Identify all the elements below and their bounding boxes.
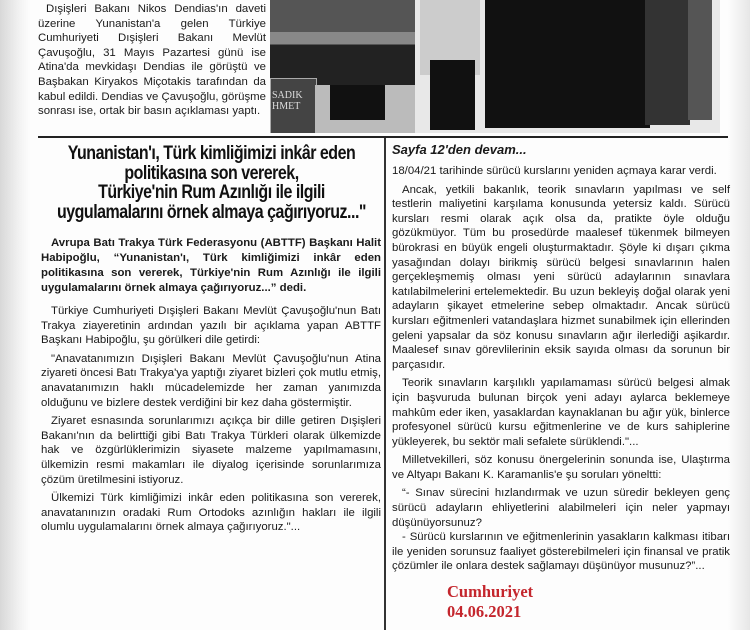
- right-column-body: [392, 164, 730, 574]
- headline-line: Yunanistan'ı, Türk kimliğimizi inkâr eden: [67, 142, 355, 164]
- article-lead: Avrupa Batı Trakya Türk Federasyonu (ABTTF) Başkanı Halit Habipoğlu, “Yunanistan'ı, Türk kimliğimizi inkâr eden politikasına son vererek, Türkiye'nin Rum Azınlığı ile ilgili uygulamalarını örnek almaya çağırıyoruz...” dedi.: [41, 237, 381, 294]
- news-photo: [270, 0, 720, 133]
- paragraph: Ancak, yetkili bakanlık, teorik sınavların yapılması ve self testlerin maliyetini karşılama konusunda yetersiz kaldı. Sürücü kursları resmi olarak açık olsa da, pratikte öyle olduğu gözükmüyor. Tüm bu prosedürde maalesef tükenmek bilmeyen bürokrasi en büyük engeli oluşturmaktadır. Şöyle ki dışarı çıkma yasağından dolayı birikmiş sürücü belgesi sınavlarının halen gerçekleşmemiş olması yeni sürücü adaylarının sınavlara katılabilmelerini ertelemektedir. Bu uzun bekleyiş doğal olarak yeni adayların şikayet etmelerine sebep olmaktadır. Ancak sürücü kursları eğitmenleri vatandaşlara hizmet sunabilmek için ellerinden geleni yapsalar da söz konusu sınavların ağır ilerlediği aşikardır. Maalesef sınav görevlilerinin eksik sayıda olması da sorunun bir parçasıdır.: [392, 183, 730, 371]
- article-columns: [38, 138, 730, 630]
- left-column: [38, 138, 386, 630]
- paragraph: - Sürücü kurslarının ve eğitmenlerinin yasakların kalkması itibarı ile yeniden sorunsuz faaliyet gösterebilmeleri için finansal ve pratik çözümler ile onlara destek sağlamayı düşünüyor musunuz?”...: [392, 531, 730, 573]
- intro-paragraph: Dışişleri Bakanı Nikos Dendias'ın daveti üzerine Yunanistan'a gelen Türkiye Cumhuriyeti Dışişleri Bakanı Mevlüt Çavuşoğlu, 31 Mayıs Pazartesi günü ise Atina'da mevkidaşı Dendias ile görüştü ve Başbakan Kiryakos Miçotakis tarafından da kabul edildi. Dendias ve Çavuşoğlu, görüşme sonrası ise, ortak bir basın açıklaması yaptı.: [38, 3, 266, 118]
- headline-line: uygulamalarını örnek almaya çağırıyoruz...": [56, 200, 366, 223]
- continuation-heading: Sayfa 12'den devam...: [392, 142, 527, 157]
- source-date: 04.06.2021: [447, 602, 522, 622]
- scan-edge-right: [728, 0, 750, 630]
- paragraph: Ziyaret esnasında sorunlarımızı açıkça bir dille getiren Dışişleri Bakanı'nın da belirttiği gibi Batı Trakya Türkleri olarak ülkemizde hak ve özgürlüklerimizin siyasete malzeme yapılmamasını, ülkemizin resmi makamları ile diyalog içerisinde sorunlarımıza çözüm üretilmesini istiyoruz.: [41, 415, 381, 486]
- left-column-body: [41, 304, 381, 535]
- top-section: [38, 0, 730, 133]
- paragraph: Milletvekilleri, söz konusu önergelerinin sonunda ise, Ulaştırma ve Altyapı Bakanı K. Karamanlis'e şu soruları yöneltti:: [392, 454, 730, 481]
- right-column: [386, 138, 730, 630]
- headline-line: Türkiye'nin Rum Azınlığı ile ilgili: [97, 181, 325, 203]
- paragraph: Türkiye Cumhuriyeti Dışişleri Bakanı Mevlüt Çavuşoğlu'nun Batı Trakya ziayeretinin ardından yazılı bir açıklama yapan ABTTF Başkanı Habipoğlu, şu görülkeri dile getirdi:: [41, 305, 381, 347]
- paragraph: “- Sınav sürecini hızlandırmak ve uzun süredir bekleyen genç sürücü adayların ehliyetlerini alabilmeleri için neler yapmayı düşünüyorsunuz?: [392, 487, 730, 529]
- source-stamp: [447, 582, 730, 622]
- source-name: Cumhuriyet: [447, 582, 534, 602]
- paragraph: 18/04/21 tarihinde sürücü kurslarını yeniden açmaya karar verdi.: [392, 165, 717, 177]
- tombstone-text: SADIK HMET: [272, 90, 303, 112]
- paragraph: "Anavatanımızın Dışişleri Bakanı Mevlüt Çavuşoğlu'nun Atina ziyareti öncesi Batı Trakya'ya yaptığı ziyaret bizleri çok mutlu etmiş, anavatanımızın haklı mücadelemizde her zaman yanımızda olduğunu ve bizlere destek verdiğini bir kez daha göstermiştir.: [41, 352, 381, 409]
- paragraph: Ülkemizi Türk kimliğimizi inkâr eden politikasına son vererek, anavatanınızın oradaki Rum Ortodoks azınlığın hakları ile ilgili olumlu uygulamalarını örnek almaya çağırıyoruz."...: [41, 492, 381, 534]
- headline-line: politikasına son vererek,: [123, 161, 299, 184]
- article-headline: [41, 144, 381, 222]
- paragraph: Teorik sınavların karşılıklı yapılamaması sürücü belgesi almak için başvuruda bulunan birçok yeni adayı aylarca beklemeye mahkûm eder iken, yasaklardan kaynaklanan bu ağır yük, binlerce profesyonel sürücü kursu eğitmenlerine ve de kurs sahiplerine yükleyerek, bu sektör mali sefalete sürüklendi."...: [392, 377, 730, 448]
